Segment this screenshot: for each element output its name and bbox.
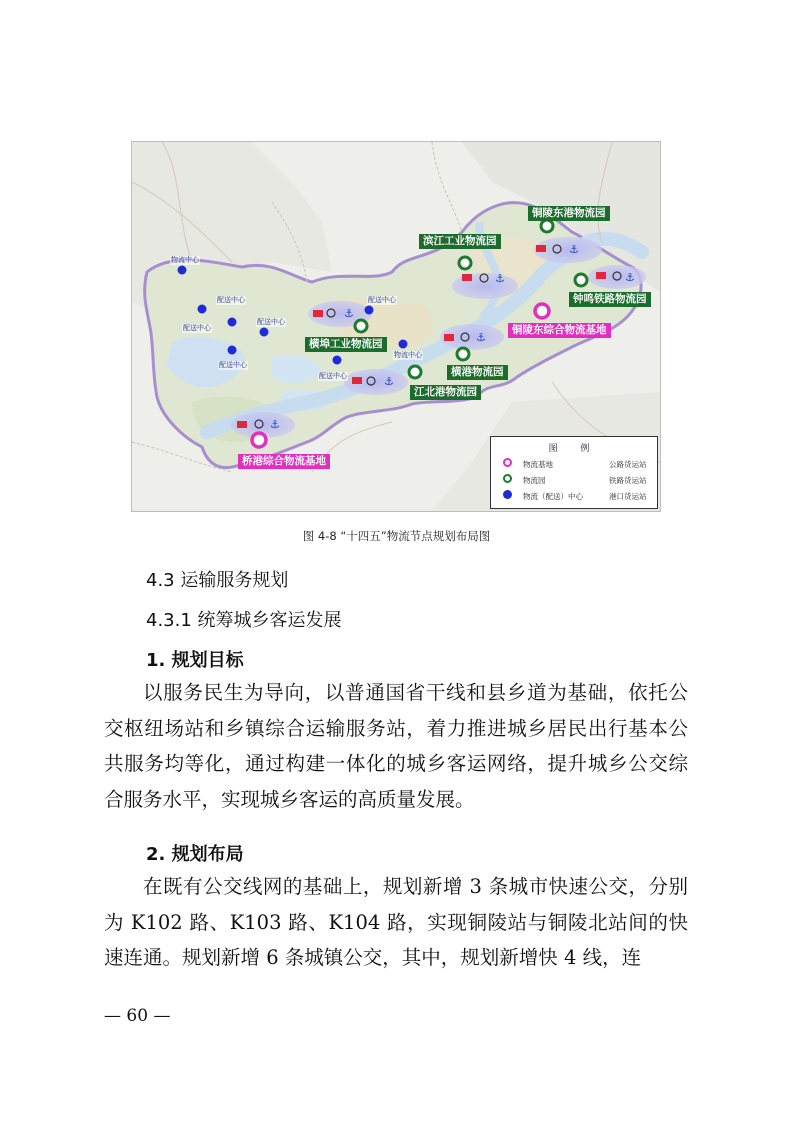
paragraph: 在既有公交线网的基础上，规划新增 3 条城市快速公交，分别为 K102 路、K103 路、K104 路，实现铜陵站与铜陵北站间的快速连通。规划新增 6 条城镇公交，其中，规划新增快 4 线，连 [104,875,688,970]
green-ring-icon [503,474,512,483]
center-label: 配送中心 [183,324,211,332]
base-label: 铜陵东综合物流基地 [508,323,611,338]
center-label: 物流中心 [394,351,422,359]
center-label: 物流中心 [171,256,199,264]
legend-row [491,489,657,503]
legend-title: 图 例 [548,444,600,454]
blue-dot-icon [503,490,512,499]
park-label: 滨江工业物流园 [419,234,501,249]
figure-caption: 图 4-8 “十四五”物流节点规划布局图 [302,529,491,543]
svg-text:⚓: ⚓ [384,375,394,388]
base-label: 桥港综合物流基地 [238,454,330,469]
center-label: 配送中心 [319,372,347,380]
paragraph: 以服务民生为导向，以普通国省干线和县乡道为基础，依托公交枢纽场站和乡镇综合运输服务站，着力推进城乡居民出行基本公共服务均等化，通过构建一体化的城乡客运网络，提升城乡公交综合服务水平，实现城乡客运的高质量发展。 [104,681,688,811]
park-label: 钟鸣铁路物流园 [569,292,651,307]
legend-row [491,457,657,471]
legend-label: 物流（配送）中心 [523,492,583,501]
legend-label: 物流园 [523,476,546,485]
legend-label-right: 铁路货运站 [609,476,647,485]
park-label: 横港物流园 [447,365,508,380]
center-label: 配送中心 [217,296,245,304]
map-legend [490,436,658,509]
legend-label: 物流基地 [523,460,553,469]
legend-label-right: 港口货运站 [609,492,647,501]
center-label: 配送中心 [219,361,247,369]
svg-text:⚓: ⚓ [495,272,505,285]
park-label: 横埠工业物流园 [305,337,387,352]
park-label: 江北港物流园 [410,385,481,400]
legend-label-right: 公路货运站 [609,460,647,469]
section-heading: 4.3 运输服务规划 [146,570,289,591]
subsection-heading: 4.3.1 统筹城乡客运发展 [146,610,342,631]
svg-text:⚓: ⚓ [625,271,635,284]
park-label: 铜陵东港物流园 [528,206,610,221]
svg-text:⚓: ⚓ [344,307,354,320]
item-heading: 1. 规划目标 [146,650,244,671]
svg-text:⚓: ⚓ [476,331,486,344]
planning-map [131,141,661,512]
svg-text:⚓: ⚓ [270,418,280,431]
magenta-ring-icon [503,458,512,467]
svg-text:⚓: ⚓ [569,243,579,256]
page-number: — 60 — [104,1006,171,1026]
item-heading: 2. 规划布局 [146,844,244,865]
center-label: 配送中心 [368,296,396,304]
center-label: 配送中心 [257,318,285,326]
legend-row [491,473,657,487]
